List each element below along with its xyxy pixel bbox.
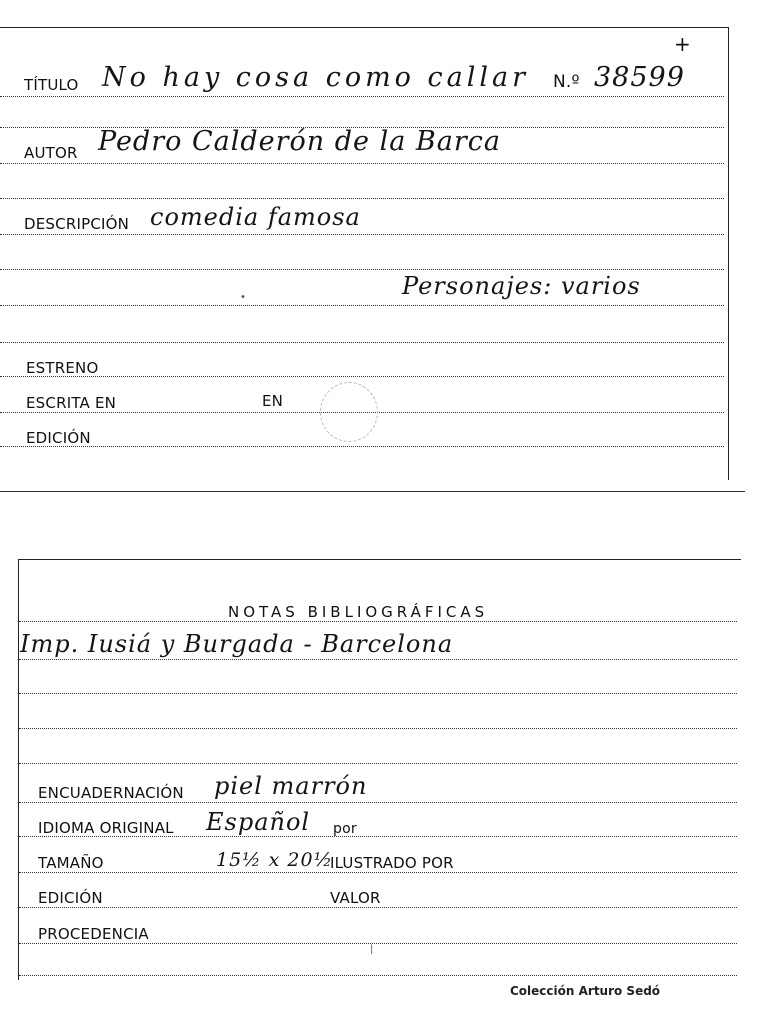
numero-label: N.º — [553, 72, 580, 92]
descripcion-value: comedia famosa — [150, 203, 361, 231]
personajes-value: Personajes: varios — [402, 272, 641, 300]
rule-bottom — [19, 975, 737, 976]
plus-mark: + — [674, 32, 691, 56]
notas-value: Imp. Iusiá y Burgada - Barcelona — [20, 630, 454, 658]
rule-7 — [0, 305, 724, 306]
rule-tamano — [19, 872, 737, 873]
idioma-label: IDIOMA ORIGINAL — [38, 819, 174, 837]
rule-edicion — [0, 446, 724, 447]
en-label: EN — [262, 392, 284, 410]
rule-edicion — [19, 907, 737, 908]
autor-value: Pedro Calderón de la Barca — [98, 126, 501, 157]
rule-4 — [0, 198, 724, 199]
tamano-value: 15½ x 20½ — [216, 849, 333, 871]
idioma-value: Español — [206, 808, 311, 836]
encuadernacion-value: piel marrón — [214, 772, 368, 800]
encuadernacion-label: ENCUADERNACIÓN — [38, 784, 184, 802]
rule-6 — [0, 269, 724, 270]
procedencia-label: PROCEDENCIA — [38, 925, 149, 943]
tamano-label: TAMAÑO — [38, 854, 104, 872]
titulo-value: No hay cosa como callar — [102, 62, 530, 93]
rule-notas-1 — [19, 659, 737, 660]
titulo-label: TÍTULO — [24, 76, 79, 94]
ink-tick: | — [370, 944, 374, 955]
rule-procedencia — [19, 943, 737, 944]
escrita-en-label: ESCRITA EN — [26, 394, 117, 412]
faded-stamp-mark — [320, 382, 378, 442]
descripcion-label: DESCRIPCIÓN — [24, 215, 130, 233]
estreno-label: ESTRENO — [26, 359, 99, 377]
ink-dot: • — [240, 292, 246, 303]
autor-label: AUTOR — [24, 144, 78, 162]
rule-descripcion — [0, 234, 724, 235]
rule-autor — [0, 163, 724, 164]
notas-heading: NOTAS BIBLIOGRÁFICAS — [228, 603, 489, 621]
card-separator-line — [0, 491, 745, 492]
rule-notas-3 — [19, 728, 737, 729]
catalog-card-bottom — [18, 559, 741, 980]
rule-8 — [0, 342, 724, 343]
valor-label: VALOR — [330, 889, 381, 907]
por-label: por — [333, 821, 357, 837]
rule-notas-4 — [19, 763, 737, 764]
rule-notas-2 — [19, 693, 737, 694]
rule-encuadernacion — [19, 802, 737, 803]
numero-value: 38599 — [594, 62, 685, 93]
rule-titulo — [0, 96, 724, 97]
rule-notas-heading — [19, 621, 737, 622]
rule-estreno — [0, 376, 724, 377]
coleccion-credit: Colección Arturo Sedó — [510, 984, 661, 998]
edicion-label-bottom: EDICIÓN — [38, 889, 103, 907]
edicion-label-top: EDICIÓN — [26, 429, 91, 447]
ilustrado-label: ILUSTRADO POR — [330, 854, 454, 872]
